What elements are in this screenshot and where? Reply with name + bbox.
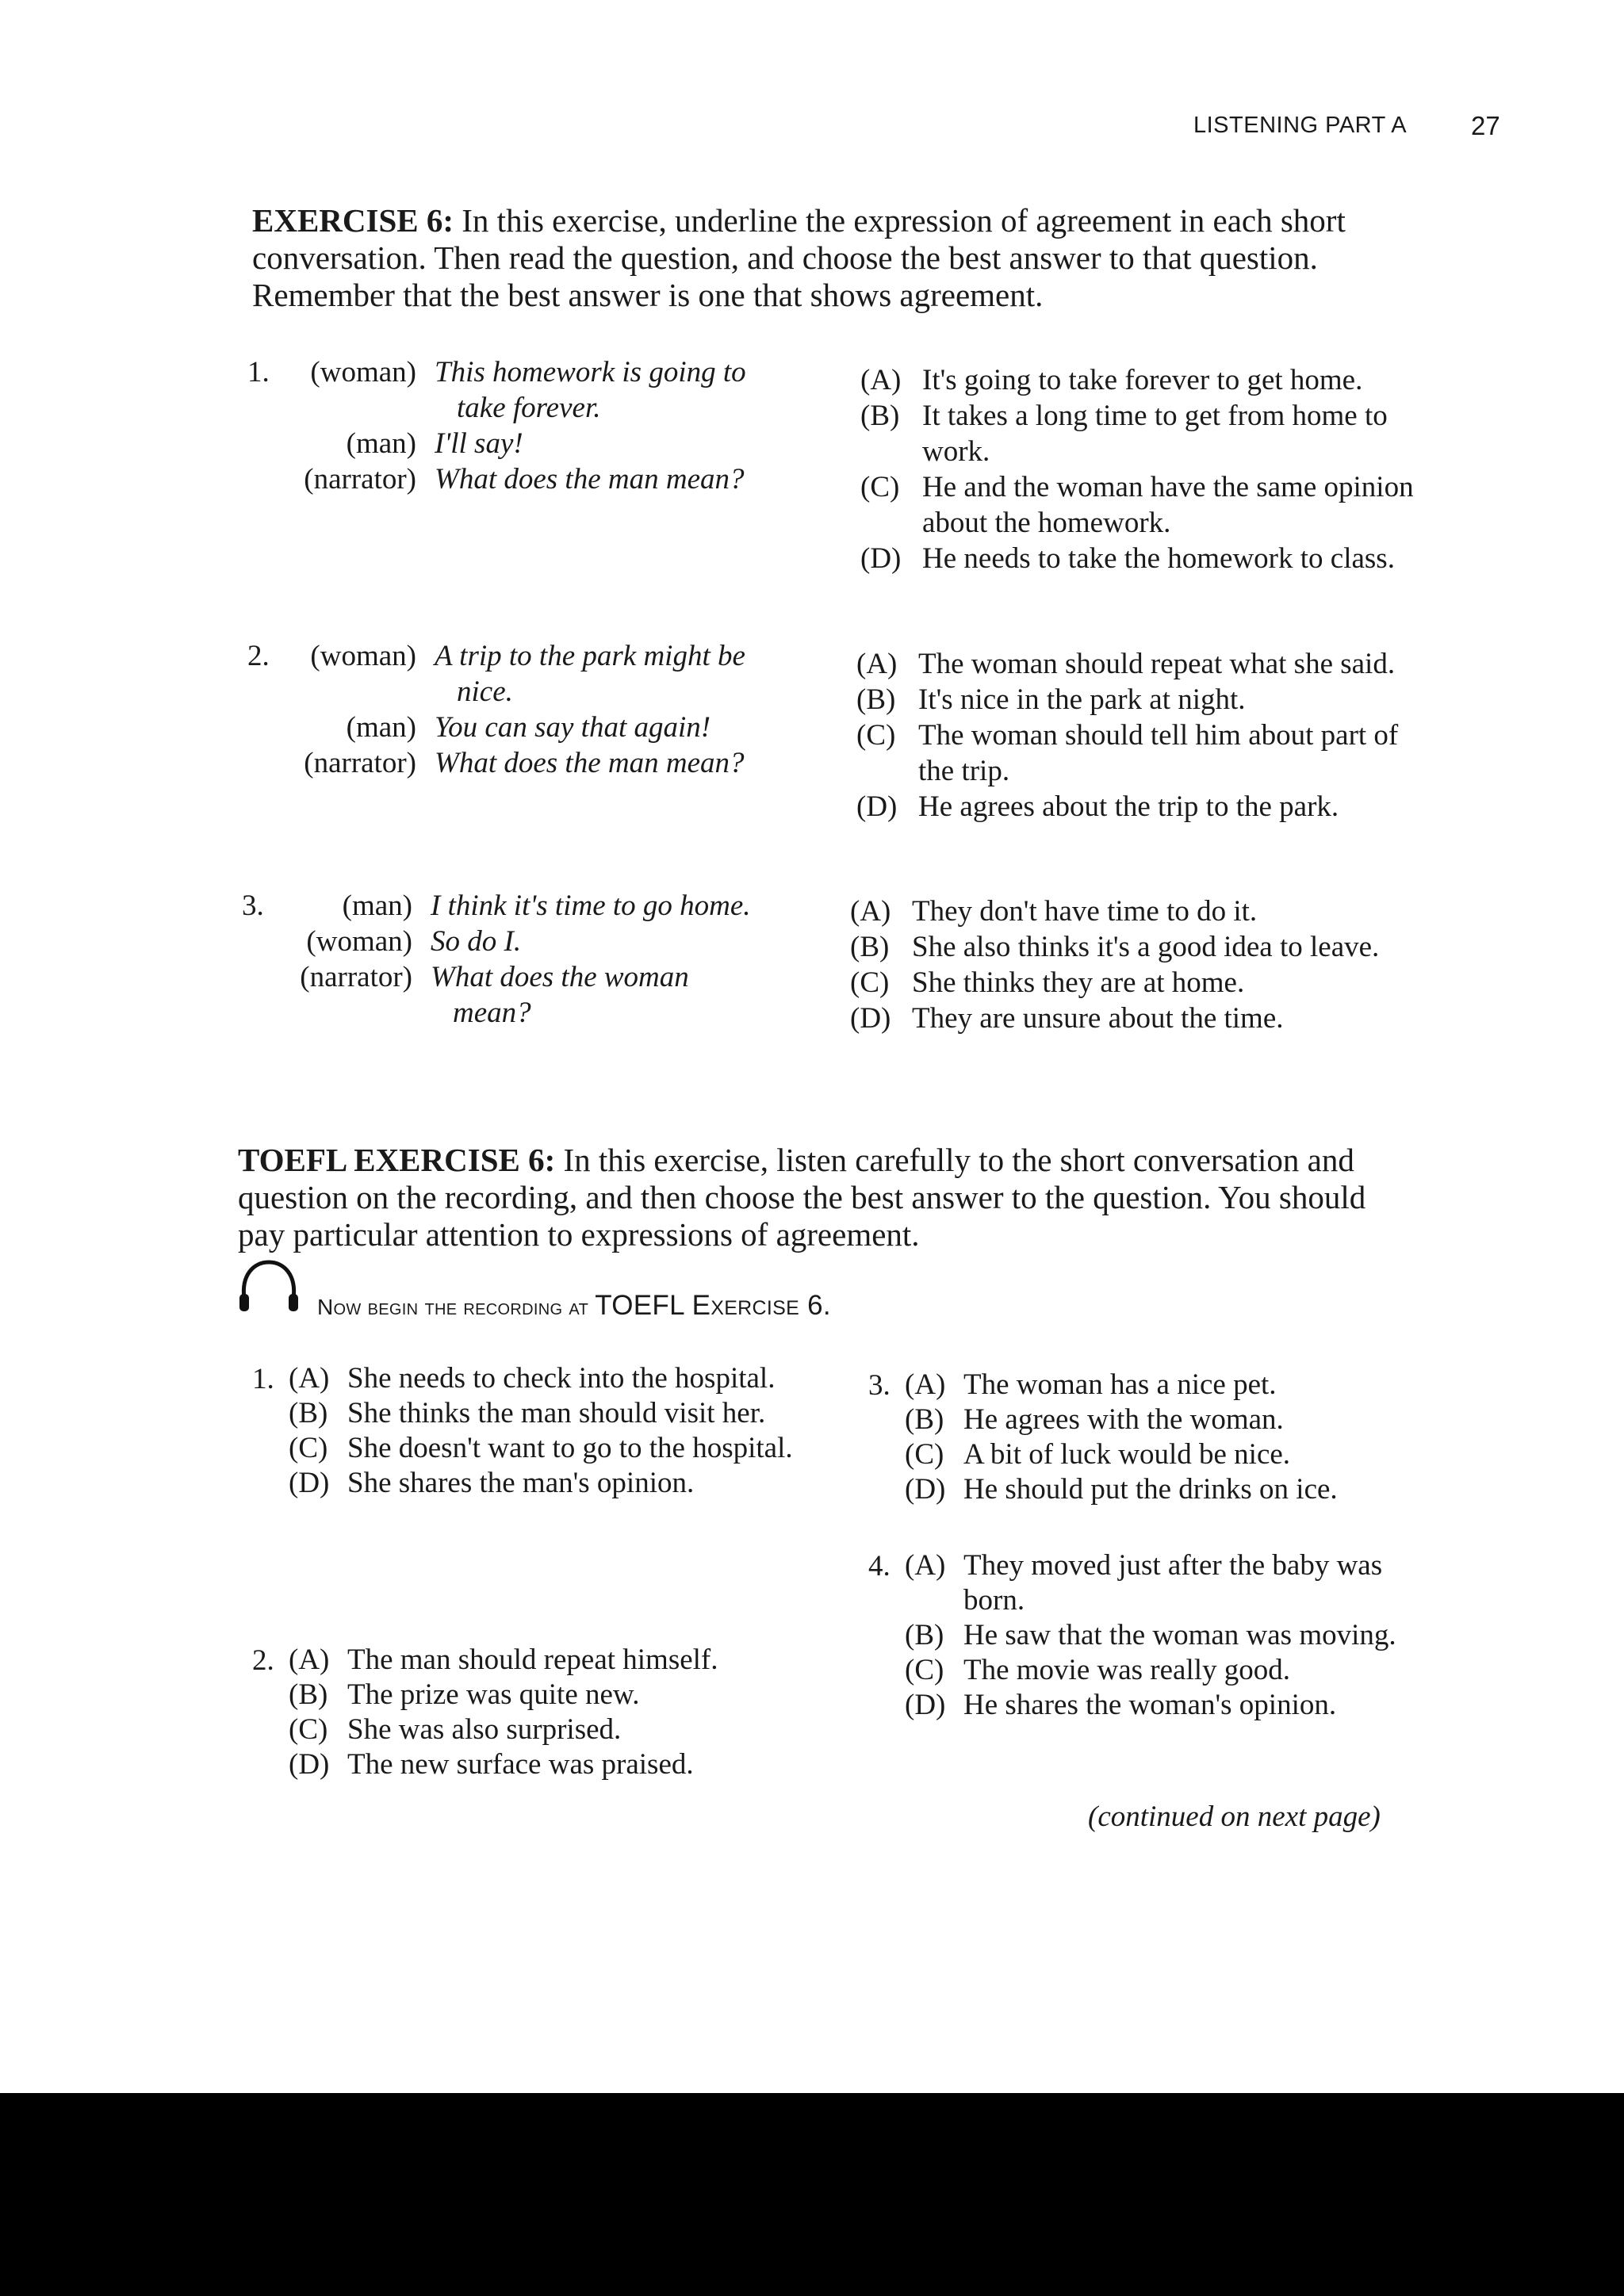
answer-option: (D) They are unsure about the time. — [850, 1002, 1284, 1035]
answer-option: (C) He and the woman have the same opinion about the homework. — [860, 471, 1414, 539]
answer-option: (B) It's nice in the park at night. — [856, 683, 1246, 716]
answer-option: (A) It's going to take forever to get home. — [860, 364, 1363, 396]
answer-option: (C) The movie was really good. — [905, 1654, 1291, 1686]
answer-choices — [289, 1361, 796, 1501]
answer-choices — [905, 1368, 1412, 1507]
item-number: 3. — [242, 890, 264, 922]
answer-option: (C) She doesn't want to go to the hospital. — [289, 1432, 793, 1464]
answer-option: (B) She thinks the man should visit her. — [289, 1397, 766, 1429]
answer-option: (B) It takes a long time to get from home to work. — [860, 400, 1388, 468]
recording-instruction: Now begin the recording at TOEFL Exercise 6. — [317, 1290, 831, 1321]
speaker-label: (woman) — [306, 925, 412, 958]
speaker-label: (narrator) — [304, 747, 416, 779]
answer-option: (A) She needs to check into the hospital. — [289, 1362, 776, 1395]
page-number: 27 — [1471, 111, 1500, 140]
item-number: 1. — [247, 356, 270, 388]
speaker-label: (man) — [346, 711, 416, 744]
dialogue-line: What does the woman mean? — [431, 961, 689, 1029]
speaker-label: (narrator) — [300, 961, 412, 993]
dialogue-line: So do I. — [431, 925, 522, 958]
speaker-label: (man) — [342, 890, 412, 922]
item-number: 4. — [868, 1550, 891, 1582]
answer-choices — [856, 646, 1427, 825]
scan-border — [0, 2093, 1624, 2296]
item-number: 2. — [247, 640, 270, 672]
continued-note: (continued on next page) — [1088, 1800, 1381, 1833]
exercise-6-instructions — [252, 202, 1434, 314]
dialogue-line: What does the man mean? — [435, 463, 745, 496]
answer-option: (C) The woman should tell him about part of the trip. — [856, 719, 1399, 787]
answer-option: (D) The new surface was praised. — [289, 1748, 694, 1781]
answer-choices — [860, 362, 1431, 576]
answer-choices — [905, 1548, 1412, 1723]
speaker-label: (narrator) — [304, 463, 416, 496]
dialogue-line: A trip to the park might be nice. — [435, 640, 745, 708]
answer-option: (D) He shares the woman's opinion. — [905, 1689, 1337, 1721]
answer-choices — [289, 1643, 796, 1782]
answer-option: (D) He agrees about the trip to the park. — [856, 790, 1339, 823]
answer-option: (D) She shares the man's opinion. — [289, 1467, 695, 1499]
answer-option: (A) The man should repeat himself. — [289, 1644, 718, 1676]
answer-choices — [850, 894, 1421, 1036]
answer-option: (A) The woman should repeat what she said. — [856, 648, 1396, 680]
answer-option: (C) She thinks they are at home. — [850, 966, 1245, 999]
answer-option: (D) He needs to take the homework to class. — [860, 542, 1395, 575]
answer-option: (B) The prize was quite new. — [289, 1678, 640, 1711]
answer-option: (C) She was also surprised. — [289, 1713, 622, 1746]
running-header: LISTENING PART A — [1193, 113, 1408, 138]
speaker-label: (woman) — [310, 640, 416, 672]
toefl-exercise-6-text: In this exercise, listen carefully to the short conversation and question on the recording, and then choose the best answer to the question. You should pay particular attention to expressions of agreement. — [238, 1142, 1366, 1253]
speaker-label: (man) — [346, 427, 416, 460]
dialogue-line: This homework is going to take forever. — [435, 356, 746, 424]
exercise-6-text: In this exercise, underline the expression of agreement in each short conversation. Then read the question, and choose the best answer to that question. Remember that the best answer is one that shows agreement. — [252, 202, 1346, 313]
dialogue-line: I'll say! — [435, 427, 523, 460]
answer-option: (A) They don't have time to do it. — [850, 895, 1258, 928]
item-number: 1. — [252, 1363, 274, 1395]
answer-option: (A) The woman has a nice pet. — [905, 1368, 1277, 1401]
answer-option: (D) He should put the drinks on ice. — [905, 1473, 1338, 1506]
toefl-exercise-6-instructions — [238, 1142, 1419, 1253]
toefl-exercise-6-title: TOEFL EXERCISE 6: — [238, 1142, 556, 1178]
answer-option: (A) They moved just after the baby was born. — [905, 1549, 1383, 1617]
dialogue-line: You can say that again! — [435, 711, 711, 744]
item-number: 3. — [868, 1369, 891, 1402]
item-number: 2. — [252, 1644, 274, 1677]
dialogue-line: What does the man mean? — [435, 747, 745, 779]
headphones-icon — [238, 1259, 300, 1314]
speaker-label: (woman) — [310, 356, 416, 388]
exercise-6-title: EXERCISE 6: — [252, 202, 454, 239]
answer-option: (C) A bit of luck would be nice. — [905, 1438, 1291, 1471]
answer-option: (B) He saw that the woman was moving. — [905, 1619, 1396, 1651]
dialogue-line: I think it's time to go home. — [431, 890, 751, 922]
answer-option: (B) He agrees with the woman. — [905, 1403, 1284, 1436]
answer-option: (B) She also thinks it's a good idea to leave. — [850, 931, 1380, 963]
